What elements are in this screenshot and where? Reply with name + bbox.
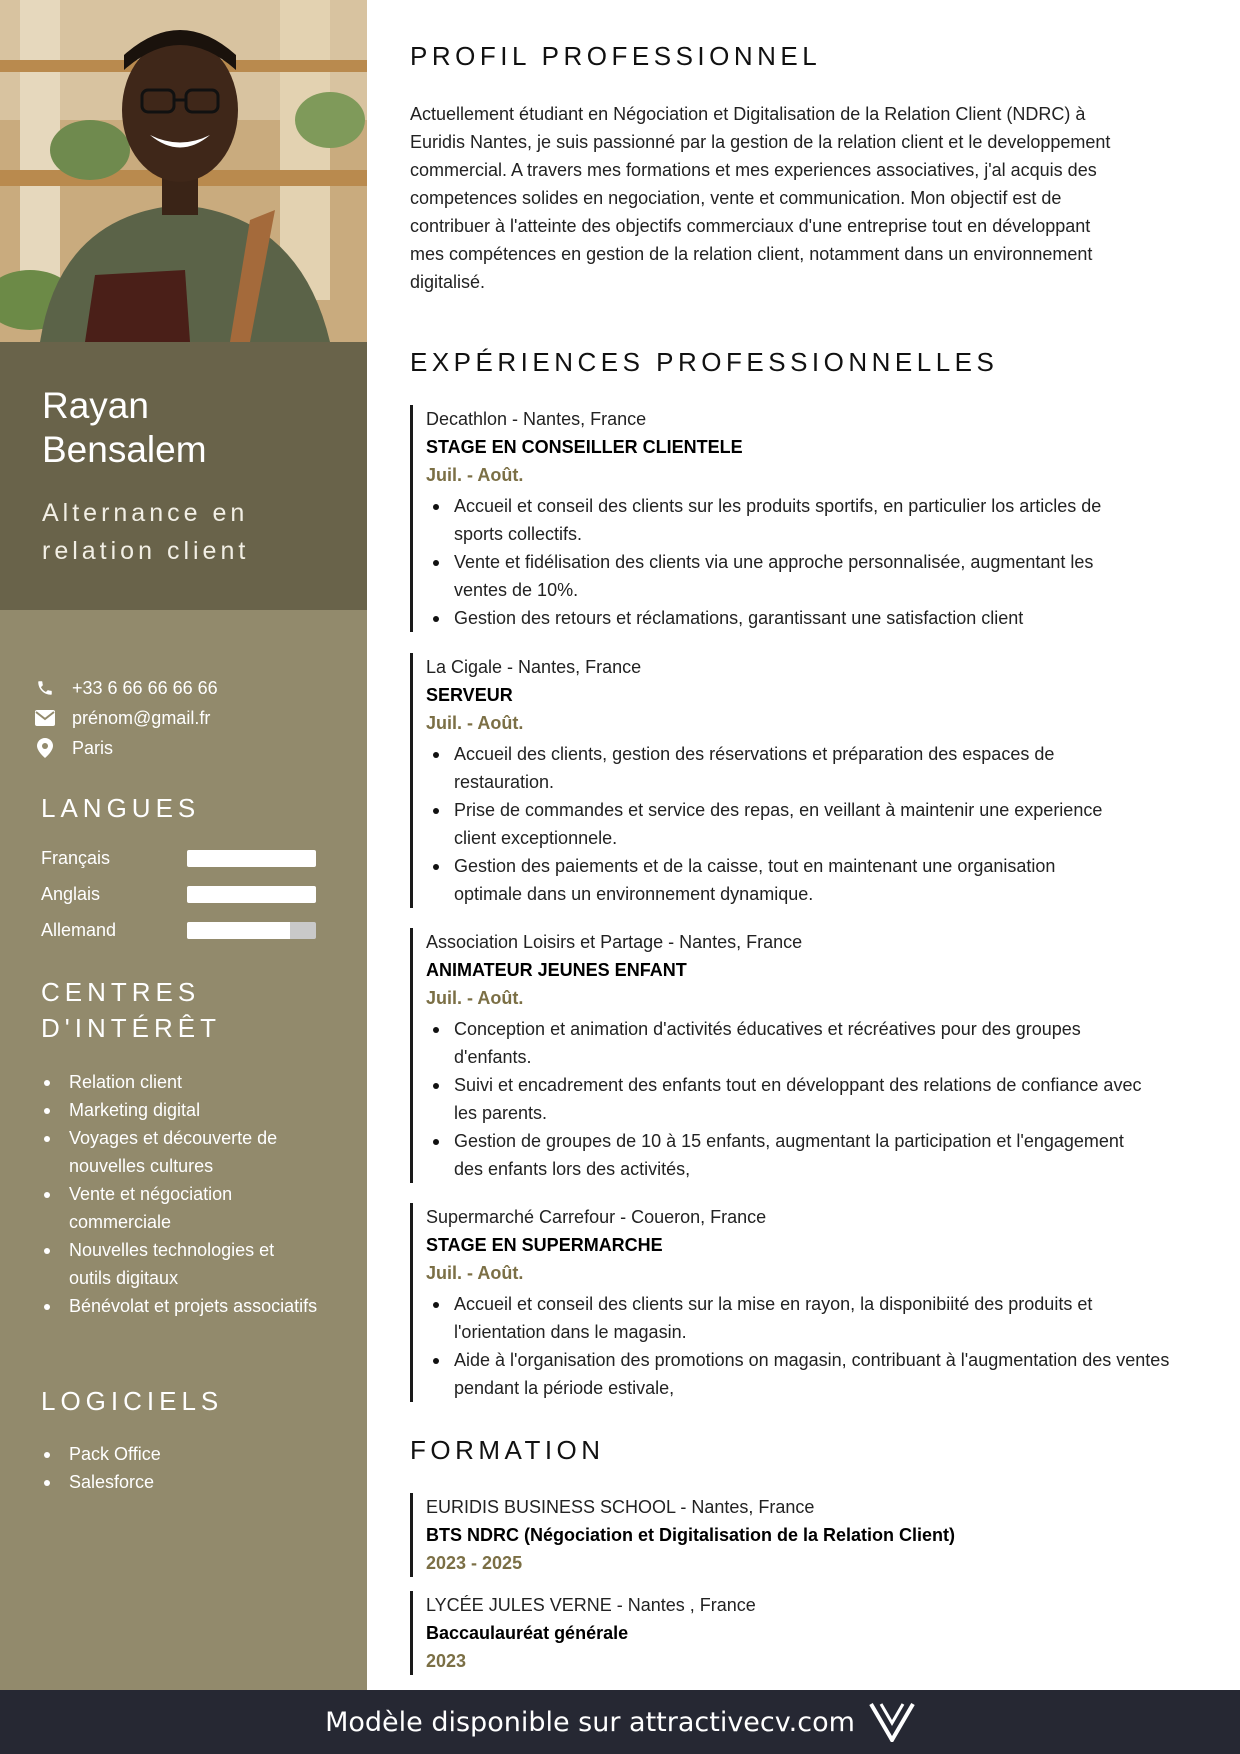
footer-banner[interactable] [0, 1690, 1240, 1754]
education-entry [410, 1591, 1200, 1675]
footer-text[interactable]: Modèle disponible sur attractivecv.com [325, 1706, 855, 1738]
experience-entry [410, 653, 1200, 908]
profile-heading: PROFIL PROFESSIONNEL [410, 41, 822, 71]
contact-email [34, 703, 218, 733]
interest-item: Marketing digital [41, 1096, 321, 1124]
experience-bullets [426, 1015, 1200, 1183]
experience-bullet: Accueil et conseil des clients sur les produits sportifs, en particulier los articles de sports collectifs. [426, 492, 1146, 548]
experience-bullet: Aide à l'organisation des promotions on magasin, contribuant à l'augmentation des ventes pendant la période estivale, [426, 1346, 1206, 1402]
experience-entry [410, 928, 1200, 1183]
location-text: Paris [72, 737, 114, 758]
experience-org: Supermarché Carrefour - Coueron, France [426, 1207, 767, 1227]
language-level-fill [187, 886, 316, 903]
education-heading: FORMATION [410, 1435, 605, 1465]
education-date: 2023 [426, 1651, 467, 1671]
experience-heading: EXPÉRIENCES PROFESSIONNELLES [410, 347, 999, 377]
phone-text[interactable]: +33 6 66 66 66 66 [72, 677, 218, 698]
language-label: Allemand [41, 919, 117, 940]
languages-heading: LANGUES [41, 793, 201, 823]
experience-date: Juil. - Août. [426, 465, 524, 485]
education-degree: BTS NDRC (Négociation et Digitalisation de la Relation Client) [426, 1525, 956, 1545]
interest-item: Nouvelles technologies et outils digitaux [41, 1236, 321, 1292]
experience-role: STAGE EN CONSEILLER CLIENTELE [426, 437, 743, 457]
experience-bullet: Vente et fidélisation des clients via une approche personnalisée, augmentant les ventes de 10%. [426, 548, 1106, 604]
education-date: 2023 - 2025 [426, 1553, 523, 1573]
education-entry [410, 1493, 1200, 1577]
language-row [41, 882, 316, 906]
language-row [41, 846, 316, 870]
experience-role: ANIMATEUR JEUNES ENFANT [426, 960, 687, 980]
experience-role: STAGE EN SUPERMARCHE [426, 1235, 663, 1255]
experience-entry [410, 1203, 1200, 1402]
experience-bullet: Accueil et conseil des clients sur la mise en rayon, la disponibiité des produits et l'orientation dans le magasin. [426, 1290, 1126, 1346]
language-row [41, 918, 316, 942]
contact-info [34, 673, 218, 763]
interests-heading: CENTRES D'INTÉRÊT [41, 977, 221, 1043]
experience-bullets [426, 740, 1200, 908]
interest-item: Relation client [41, 1068, 321, 1096]
experience-bullet: Prise de commandes et service des repas, en veillant à maintenir une experience client exceptionnele. [426, 796, 1116, 852]
experience-org: Decathlon - Nantes, France [426, 409, 647, 429]
experience-bullet: Accueil des clients, gestion des réservations et préparation des espaces de restauration. [426, 740, 1086, 796]
experience-bullet: Suivi et encadrement des enfants tout en développant des relations de confiance avec les parents. [426, 1071, 1146, 1127]
language-label: Français [41, 847, 111, 868]
experience-org: La Cigale - Nantes, France [426, 657, 642, 677]
experience-bullets [426, 492, 1200, 632]
language-level-fill [187, 922, 290, 939]
name-block [0, 342, 367, 610]
education-degree: Baccaulauréat générale [426, 1623, 629, 1643]
interests-list [41, 1068, 321, 1320]
experience-date: Juil. - Août. [426, 1263, 524, 1283]
experience-bullets [426, 1290, 1200, 1402]
language-level-bar [187, 922, 316, 939]
person-headline: Alternance en relation client [42, 499, 250, 565]
experience-bullet: Gestion des paiements et de la caisse, tout en maintenant une organisation optimale dans un environnement dynamique. [426, 852, 1066, 908]
education-school: LYCÉE JULES VERNE - Nantes , France [426, 1595, 756, 1615]
interest-item: Voyages et découverte de nouvelles cultures [41, 1124, 321, 1180]
education-school: EURIDIS BUSINESS SCHOOL - Nantes, France [426, 1497, 815, 1517]
experience-bullet: Gestion de groupes de 10 à 15 enfants, augmentant la participation et l'engagement des enfants lors des activités, [426, 1127, 1126, 1183]
experience-bullet: Conception et animation d'activités éducatives et récréatives pour des groupes d'enfants. [426, 1015, 1146, 1071]
language-level-fill [187, 850, 316, 867]
experience-date: Juil. - Août. [426, 988, 524, 1008]
language-level-bar [187, 886, 316, 903]
interest-item: Vente et négociation commerciale [41, 1180, 321, 1236]
experience-bullet: Gestion des retours et réclamations, garantissant une satisfaction client [426, 604, 1206, 632]
software-list [41, 1440, 321, 1496]
location-pin-icon [34, 738, 56, 758]
software-item: Pack Office [41, 1440, 321, 1468]
sidebar [0, 0, 367, 1690]
contact-location [34, 733, 218, 763]
person-name: Rayan Bensalem [42, 385, 207, 470]
experience-entry [410, 405, 1200, 632]
phone-icon [34, 678, 56, 698]
language-level-bar [187, 850, 316, 867]
profile-photo [0, 0, 367, 342]
contact-phone [34, 673, 218, 703]
interest-item: Bénévolat et projets associatifs [41, 1292, 321, 1320]
language-label: Anglais [41, 883, 101, 904]
experience-role: SERVEUR [426, 685, 513, 705]
profile-summary: Actuellement étudiant en Négociation et Digitalisation de la Relation Client (NDRC) à Euridis Nantes, je suis passionné par la gestion de la relation client et le developpement commercial. A travers mes formations et mes experiences associatives, j'al acquis des competences solides en negociation, vente et communication. Mon objectif est de contribuer à l'atteinte des objectifs commerciaux d'une entreprise tout en développant mes compétences en gestion de la relation client, notamment dans un environnement digitalisé. [410, 104, 1111, 292]
software-item: Salesforce [41, 1468, 321, 1496]
software-heading: LOGICIELS [41, 1386, 224, 1416]
email-text[interactable]: prénom@gmail.fr [72, 707, 211, 728]
experience-org: Association Loisirs et Partage - Nantes, France [426, 932, 803, 952]
email-icon [34, 708, 56, 728]
attractivecv-logo-icon [869, 1702, 915, 1742]
experience-date: Juil. - Août. [426, 713, 524, 733]
